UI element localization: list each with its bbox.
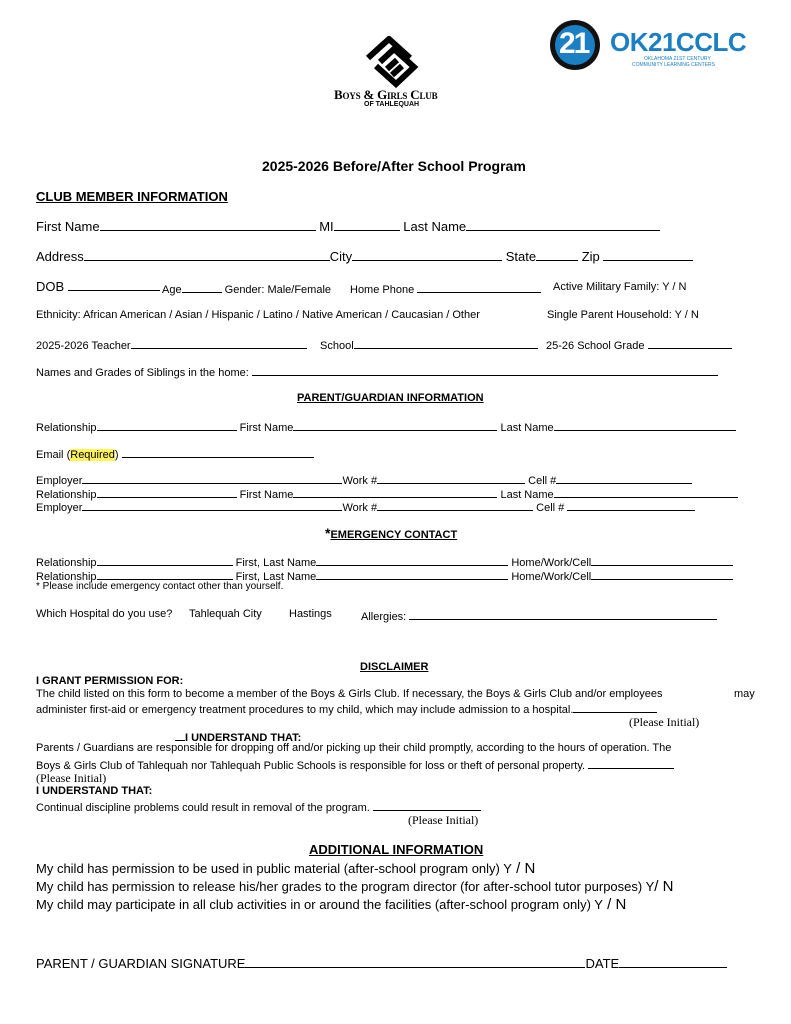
dob-row: [36, 279, 160, 294]
teacher-field[interactable]: [131, 337, 307, 349]
teacher-row: [36, 337, 307, 352]
parent-guardian-heading: PARENT/GUARDIAN INFORMATION: [297, 392, 484, 404]
additional-heading: ADDITIONAL INFORMATION: [309, 842, 484, 857]
additional-line-3: [36, 896, 626, 913]
hospital-option-tahlequah[interactable]: Tahlequah City: [189, 608, 262, 620]
understand2-row: [36, 799, 481, 814]
last-name-label: Last Name: [500, 422, 554, 434]
city-label: City: [329, 249, 353, 264]
email-label: Email: [36, 449, 64, 461]
first-name-label: First Name: [36, 219, 100, 234]
state-field[interactable]: [536, 249, 578, 261]
siblings-row: [36, 364, 718, 379]
first-name-label: First Name: [239, 422, 294, 434]
relationship-field[interactable]: [97, 486, 237, 498]
employer-field[interactable]: [82, 499, 342, 511]
understand1-initial-label: (Please Initial): [36, 771, 107, 785]
ethnicity-label: Ethnicity: African American / Asian / Hispanic / Latino / Native American / Caucasian / Other: [36, 309, 480, 321]
single-parent-label: Single Parent Household: Y / N: [547, 309, 699, 321]
cell-field[interactable]: [567, 499, 695, 511]
address-label: Address: [36, 249, 84, 264]
date-field[interactable]: [619, 956, 727, 968]
teacher-label: 2025-2026 Teacher: [36, 340, 131, 352]
grant-text-may: may: [734, 688, 755, 700]
bgc-subtitle: OF TAHLEQUAH: [364, 101, 420, 108]
first-name-row: [36, 219, 660, 234]
additional-text-2: My child has permission to release his/her grades to the program director (for after-school tutor purposes) Y: [36, 879, 655, 894]
parent2-employer-row: [36, 499, 695, 514]
first-name-field[interactable]: [100, 219, 316, 231]
zip-field[interactable]: [603, 249, 693, 261]
school-label: School: [320, 340, 354, 352]
grade-row: [546, 337, 732, 352]
yn-sep: /: [602, 896, 616, 913]
signature-row: [36, 956, 727, 971]
grant-initial-field[interactable]: [573, 701, 657, 713]
ok21-subtitle-1: OKLAHOMA 21ST CENTURY: [644, 56, 711, 62]
city-field[interactable]: [352, 249, 502, 261]
parent1-employer-row: [36, 472, 692, 487]
allergies-row: [361, 608, 717, 623]
relationship-label: Relationship: [36, 422, 97, 434]
last-name-field[interactable]: [554, 419, 736, 431]
understand1-text-2: Boys & Girls Club of Tahlequah nor Tahlequah Public Schools is responsible for loss or theft of personal property.: [36, 760, 586, 772]
parent1-relationship-row: [36, 419, 736, 434]
emergency-heading-text: EMERGENCY CONTACT: [330, 529, 458, 541]
grant-heading: I GRANT PERMISSION FOR:: [36, 675, 184, 687]
first-last-label: First, Last Name: [235, 571, 317, 583]
ok21cclc-logo: [548, 18, 747, 74]
work-field[interactable]: [377, 499, 533, 511]
ok21-subtitle-2: COMMUNITY LEARNING CENTERS: [632, 62, 715, 68]
emergency1-row: [36, 554, 733, 569]
military-label: Active Military Family: Y / N: [553, 281, 687, 293]
relationship-label: Relationship: [36, 557, 97, 569]
siblings-field[interactable]: [252, 364, 718, 376]
school-row: [320, 337, 538, 352]
address-row: [36, 249, 693, 264]
grade-field[interactable]: [648, 337, 732, 349]
emergency-heading: [325, 525, 457, 541]
yn-n[interactable]: N: [615, 896, 627, 913]
work-label: Work #: [342, 475, 378, 487]
grant-text-1: The child listed on this form to become a member of the Boys & Girls Club. If necessary, the Boys & Girls Club and/or employees: [36, 688, 663, 700]
understand1-text-2-row: [36, 757, 674, 772]
date-label: DATE: [585, 956, 620, 971]
understand2-text: Continual discipline problems could result in removal of the program.: [36, 802, 370, 814]
last-name-field[interactable]: [466, 219, 660, 231]
understand2-initial-field[interactable]: [373, 799, 481, 811]
page-title: 2025-2026 Before/After School Program: [262, 158, 526, 174]
first-name-label: First Name: [239, 489, 294, 501]
additional-line-2: [36, 878, 673, 895]
gender-label: Gender: Male/Female: [224, 284, 332, 296]
relationship-label: Relationship: [36, 489, 97, 501]
home-phone-row: [350, 281, 541, 296]
home-phone-field[interactable]: [417, 281, 541, 293]
club-member-heading: CLUB MEMBER INFORMATION: [36, 189, 228, 204]
email-row: [36, 446, 314, 461]
phone-field[interactable]: [591, 554, 733, 566]
required-close: ): [114, 449, 119, 461]
required-open: (: [66, 449, 71, 461]
email-field[interactable]: [122, 446, 314, 458]
ok21-number: 21: [559, 27, 589, 60]
first-last-field[interactable]: [316, 554, 508, 566]
signature-label: PARENT / GUARDIAN SIGNATURE: [36, 956, 246, 971]
relationship-field[interactable]: [97, 568, 233, 580]
last-name-label: Last Name: [500, 489, 554, 501]
employer-label: Employer: [36, 475, 83, 487]
cell-label: Cell #: [528, 475, 557, 487]
employer-label: Employer: [36, 502, 83, 514]
cell-label: Cell #: [536, 502, 565, 514]
dob-field[interactable]: [68, 279, 160, 291]
disclaimer-heading: DISCLAIMER: [360, 661, 429, 673]
phone-label: Home/Work/Cell: [511, 571, 592, 583]
siblings-label: Names and Grades of Siblings in the home:: [36, 367, 249, 379]
relationship-field[interactable]: [97, 554, 233, 566]
boys-girls-club-hands-icon: [332, 36, 457, 88]
work-field[interactable]: [377, 472, 525, 484]
required-highlight: Required: [70, 449, 115, 461]
age-label: Age: [162, 284, 182, 296]
allergies-label: Allergies:: [361, 611, 407, 623]
yn-n[interactable]: N: [524, 860, 536, 877]
school-field[interactable]: [354, 337, 538, 349]
zip-label: Zip: [581, 249, 600, 264]
age-gender-row: [162, 281, 331, 296]
phone-field[interactable]: [591, 568, 733, 580]
first-last-label: First, Last Name: [235, 557, 317, 569]
emergency-star: *: [325, 525, 331, 541]
mi-field[interactable]: [334, 219, 400, 231]
additional-line-1: [36, 860, 535, 877]
hospital-question: Which Hospital do you use?: [36, 608, 173, 620]
yn-sep: /: [511, 860, 525, 877]
understand2-heading: I UNDERSTAND THAT:: [36, 785, 153, 797]
grant-text-2: administer first-aid or emergency treatment procedures to my child, which may include admission to a hospital.: [36, 704, 574, 716]
state-label: State: [505, 249, 537, 264]
mi-label: MI: [319, 219, 334, 234]
understand1-text-1: Parents / Guardians are responsible for dropping off and/or picking up their child promptly, according to the hours of operation. The: [36, 742, 672, 754]
last-name-label: Last Name: [403, 219, 467, 234]
employer-field[interactable]: [82, 472, 342, 484]
signature-field[interactable]: [245, 956, 585, 968]
yn-n[interactable]: N: [662, 878, 674, 895]
phone-label: Home/Work/Cell: [511, 557, 592, 569]
age-field[interactable]: [182, 281, 222, 293]
relationship-label: Relationship: [36, 571, 97, 583]
dob-label: DOB: [36, 279, 65, 294]
understand1-initial-field[interactable]: [175, 729, 185, 741]
first-last-field[interactable]: [316, 568, 508, 580]
home-phone-label: Home Phone: [350, 284, 415, 296]
cell-field[interactable]: [556, 472, 692, 484]
hospital-option-hastings[interactable]: Hastings: [289, 608, 332, 620]
grade-label: 25-26 School Grade: [546, 340, 645, 352]
grant-initial-label: (Please Initial): [629, 715, 700, 729]
first-name-field[interactable]: [293, 486, 497, 498]
yn-sep: /: [654, 878, 663, 895]
understand1-initial-line[interactable]: [588, 757, 674, 769]
understand2-initial-label: (Please Initial): [408, 813, 479, 827]
bgc-name: Boys & Girls Club: [334, 87, 438, 102]
additional-text-1: My child has permission to be used in public material (after-school program only) Y: [36, 861, 512, 876]
additional-text-3: My child may participate in all club activities in or around the facilities (after-school program only) Y: [36, 897, 603, 912]
understand1-heading: I UNDERSTAND THAT:: [185, 732, 302, 744]
ok21cclc-name: OK21CCLC: [610, 27, 747, 57]
emergency-note: * Please include emergency contact other than yourself.: [36, 581, 284, 592]
bgc-logo: [332, 36, 457, 111]
allergies-field[interactable]: [409, 608, 717, 620]
address-field[interactable]: [84, 249, 330, 261]
first-name-field[interactable]: [293, 419, 497, 431]
last-name-field[interactable]: [554, 486, 738, 498]
work-label: Work #: [342, 502, 378, 514]
grant-text-2-row: [36, 701, 657, 716]
relationship-field[interactable]: [97, 419, 237, 431]
